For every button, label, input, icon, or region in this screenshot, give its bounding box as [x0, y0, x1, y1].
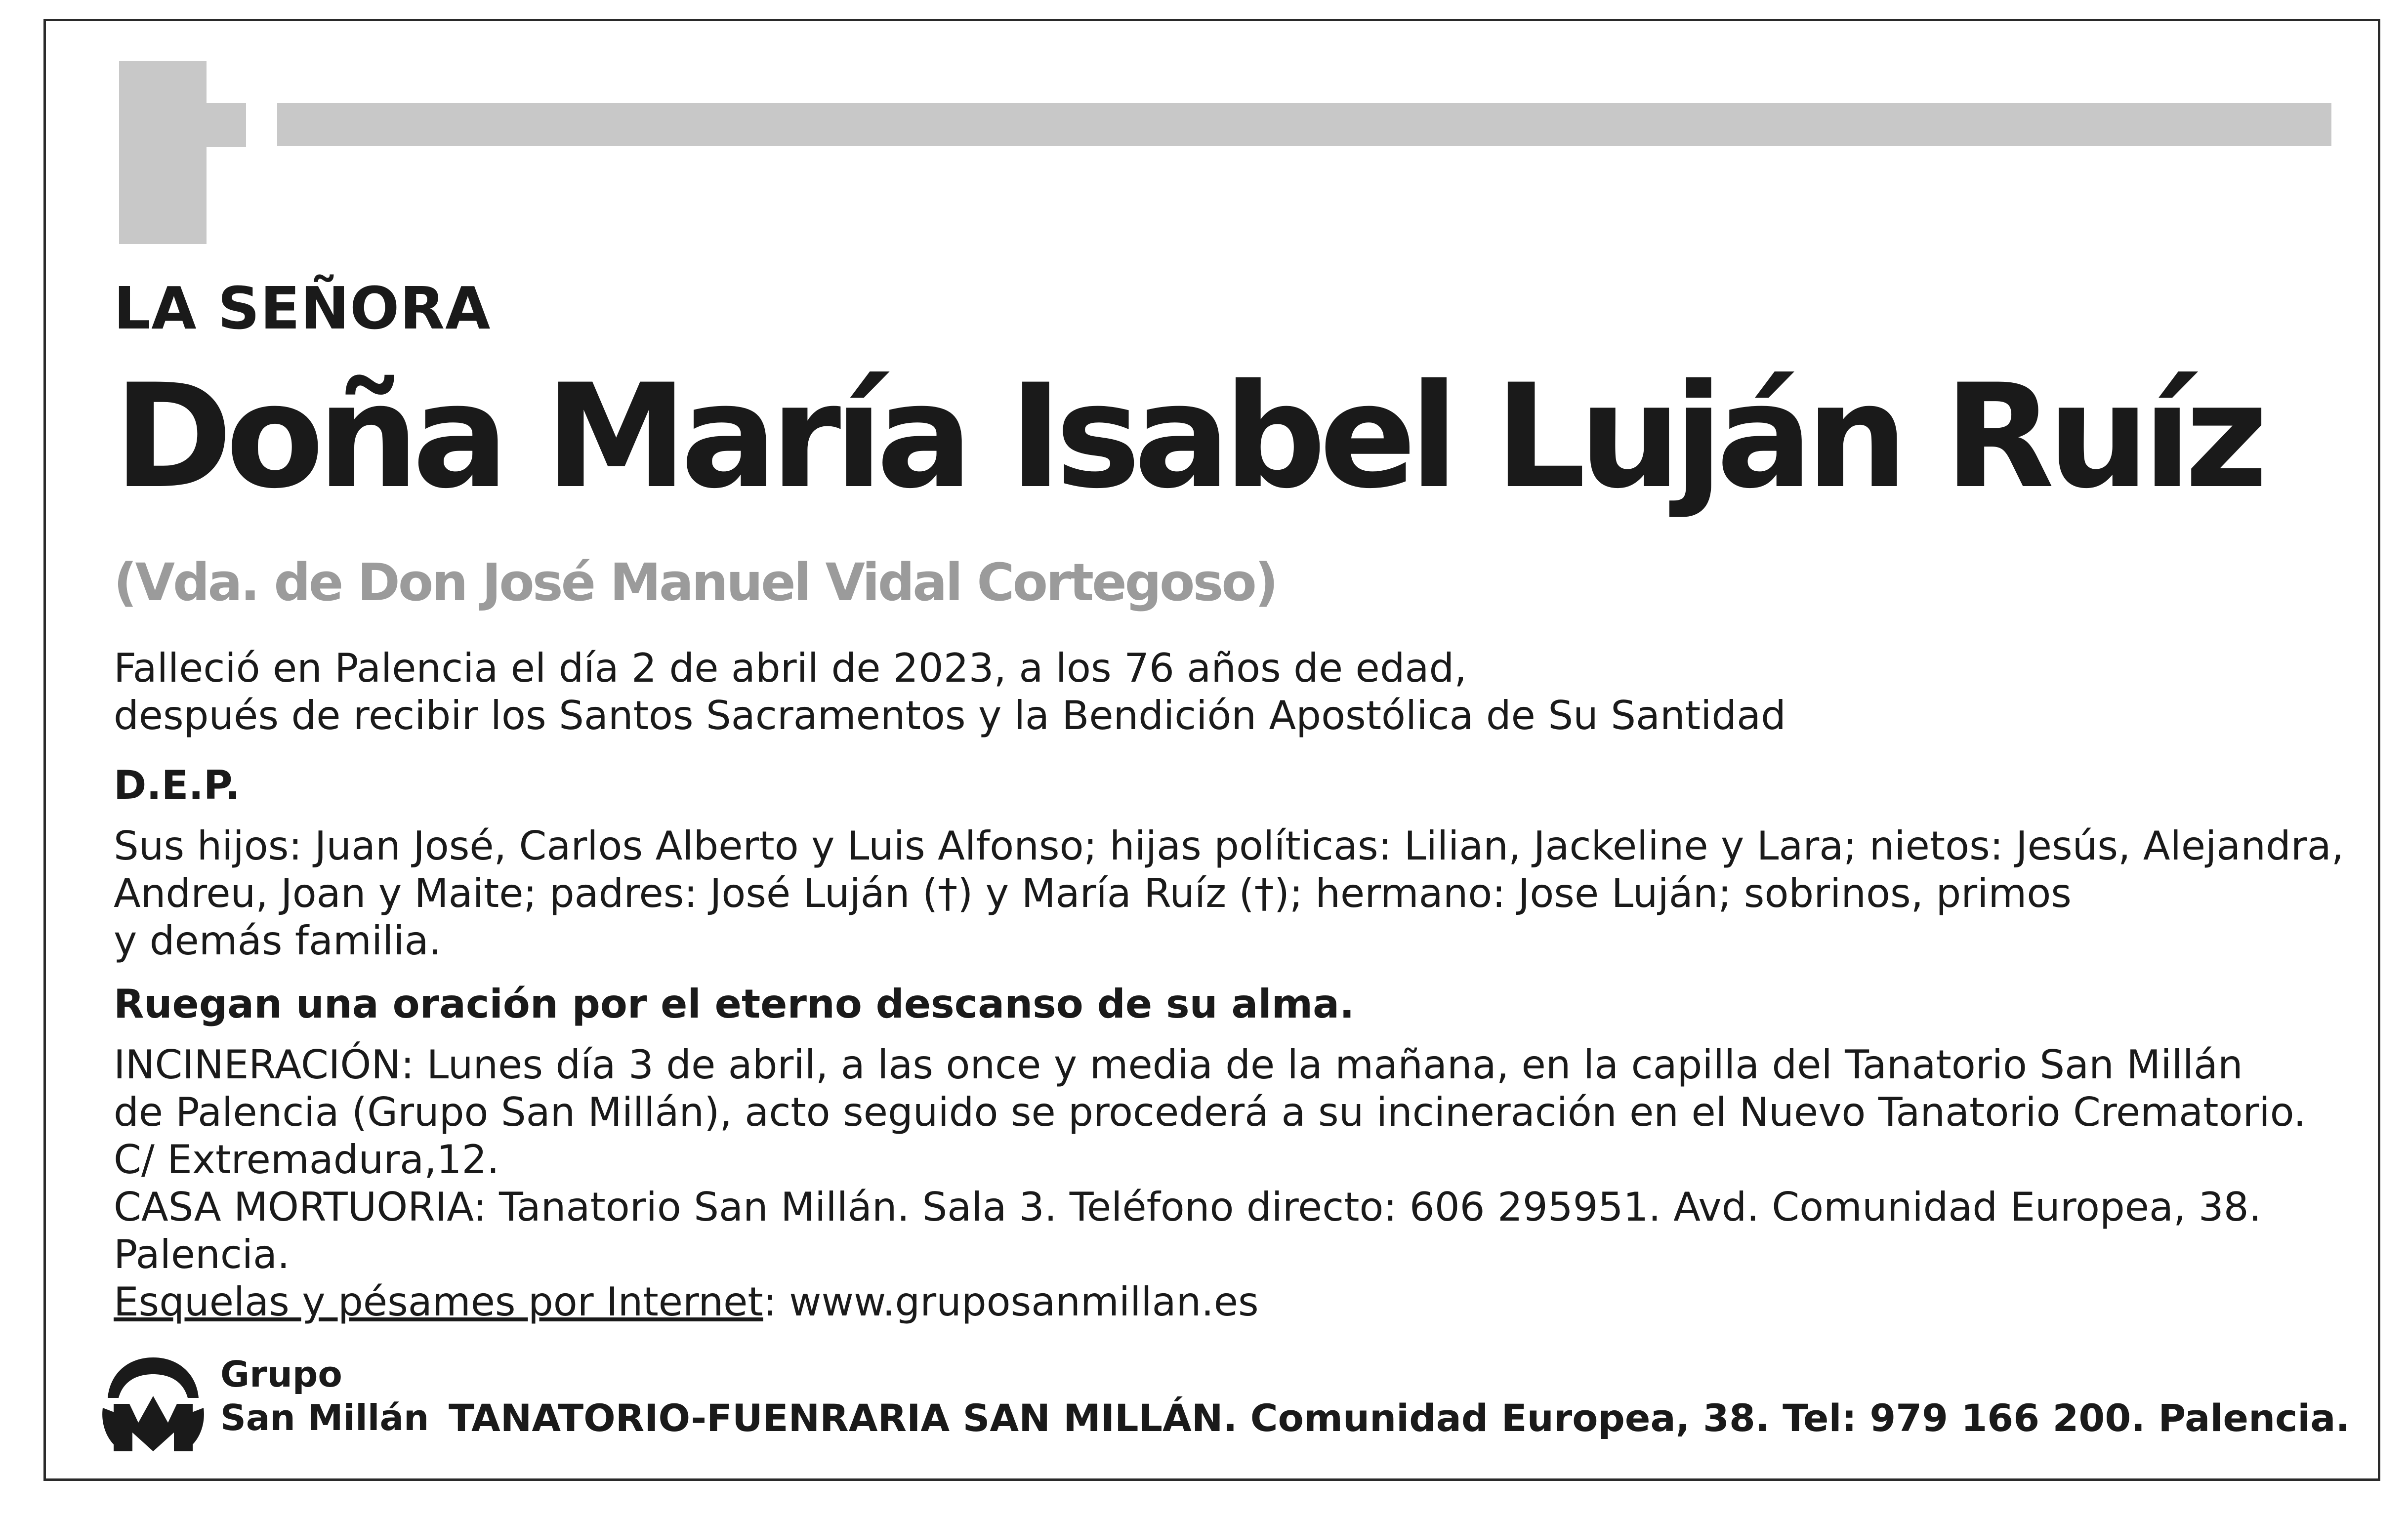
widow-of: (Vda. de Don José Manuel Vidal Cortegoso) [114, 552, 1277, 613]
logo-line-1: Grupo [220, 1353, 342, 1395]
service-paragraph [114, 1041, 2306, 1326]
internet-line [114, 1278, 2306, 1326]
footer-address: TANATORIO-FUENRARIA SAN MILLÁN. Comunidad Europea, 38. Tel: 979 166 200. Palencia. [449, 1396, 2350, 1440]
family-line: Sus hijos: Juan José, Carlos Alberto y Luis Alfonso; hijas políticas: Lilian, Jackeline y Lara; nietos: Jesús, Alejandra, [114, 823, 2344, 869]
grupo-san-millan-logo-icon [99, 1349, 208, 1457]
honorific: LA SEÑORA [114, 274, 491, 342]
service-line: Palencia. [114, 1231, 290, 1277]
death-paragraph [114, 645, 1786, 739]
deceased-name: Doña María Isabel Luján Ruíz [114, 354, 2261, 520]
prayer-line: Ruegan una oración por el eterno descanso de su alma. [114, 981, 1355, 1027]
service-line: INCINERACIÓN: Lunes día 3 de abril, a las once y media de la mañana, en la capilla del Tanatorio San Millán [114, 1042, 2243, 1088]
death-line: después de recibir los Santos Sacramentos y la Bendición Apostólica de Su Santidad [114, 693, 1786, 738]
family-line: Andreu, Joan y Maite; padres: José Luján (†) y María Ruíz (†); hermano: Jose Luján; sobrinos, primos [114, 870, 2072, 916]
header-rule [277, 103, 2331, 146]
service-line: de Palencia (Grupo San Millán), acto seguido se procederá a su incineración en el Nuevo Tanatorio Crematorio. [114, 1089, 2306, 1135]
logo-line-2: San Millán [220, 1397, 429, 1438]
family-line: y demás familia. [114, 918, 442, 964]
service-line: C/ Extremadura,12. [114, 1137, 499, 1183]
service-line: CASA MORTUORIA: Tanatorio San Millán. Sala 3. Teléfono directo: 606 295951. Avd. Comunidad Europea, 38. [114, 1184, 2262, 1230]
family-paragraph [114, 822, 2344, 965]
internet-url: : www.gruposanmillan.es [763, 1279, 1259, 1325]
dep-label: D.E.P. [114, 762, 241, 808]
death-line: Falleció en Palencia el día 2 de abril de 2023, a los 76 años de edad, [114, 645, 1467, 691]
internet-label: Esquelas y pésames por Internet [114, 1279, 763, 1325]
